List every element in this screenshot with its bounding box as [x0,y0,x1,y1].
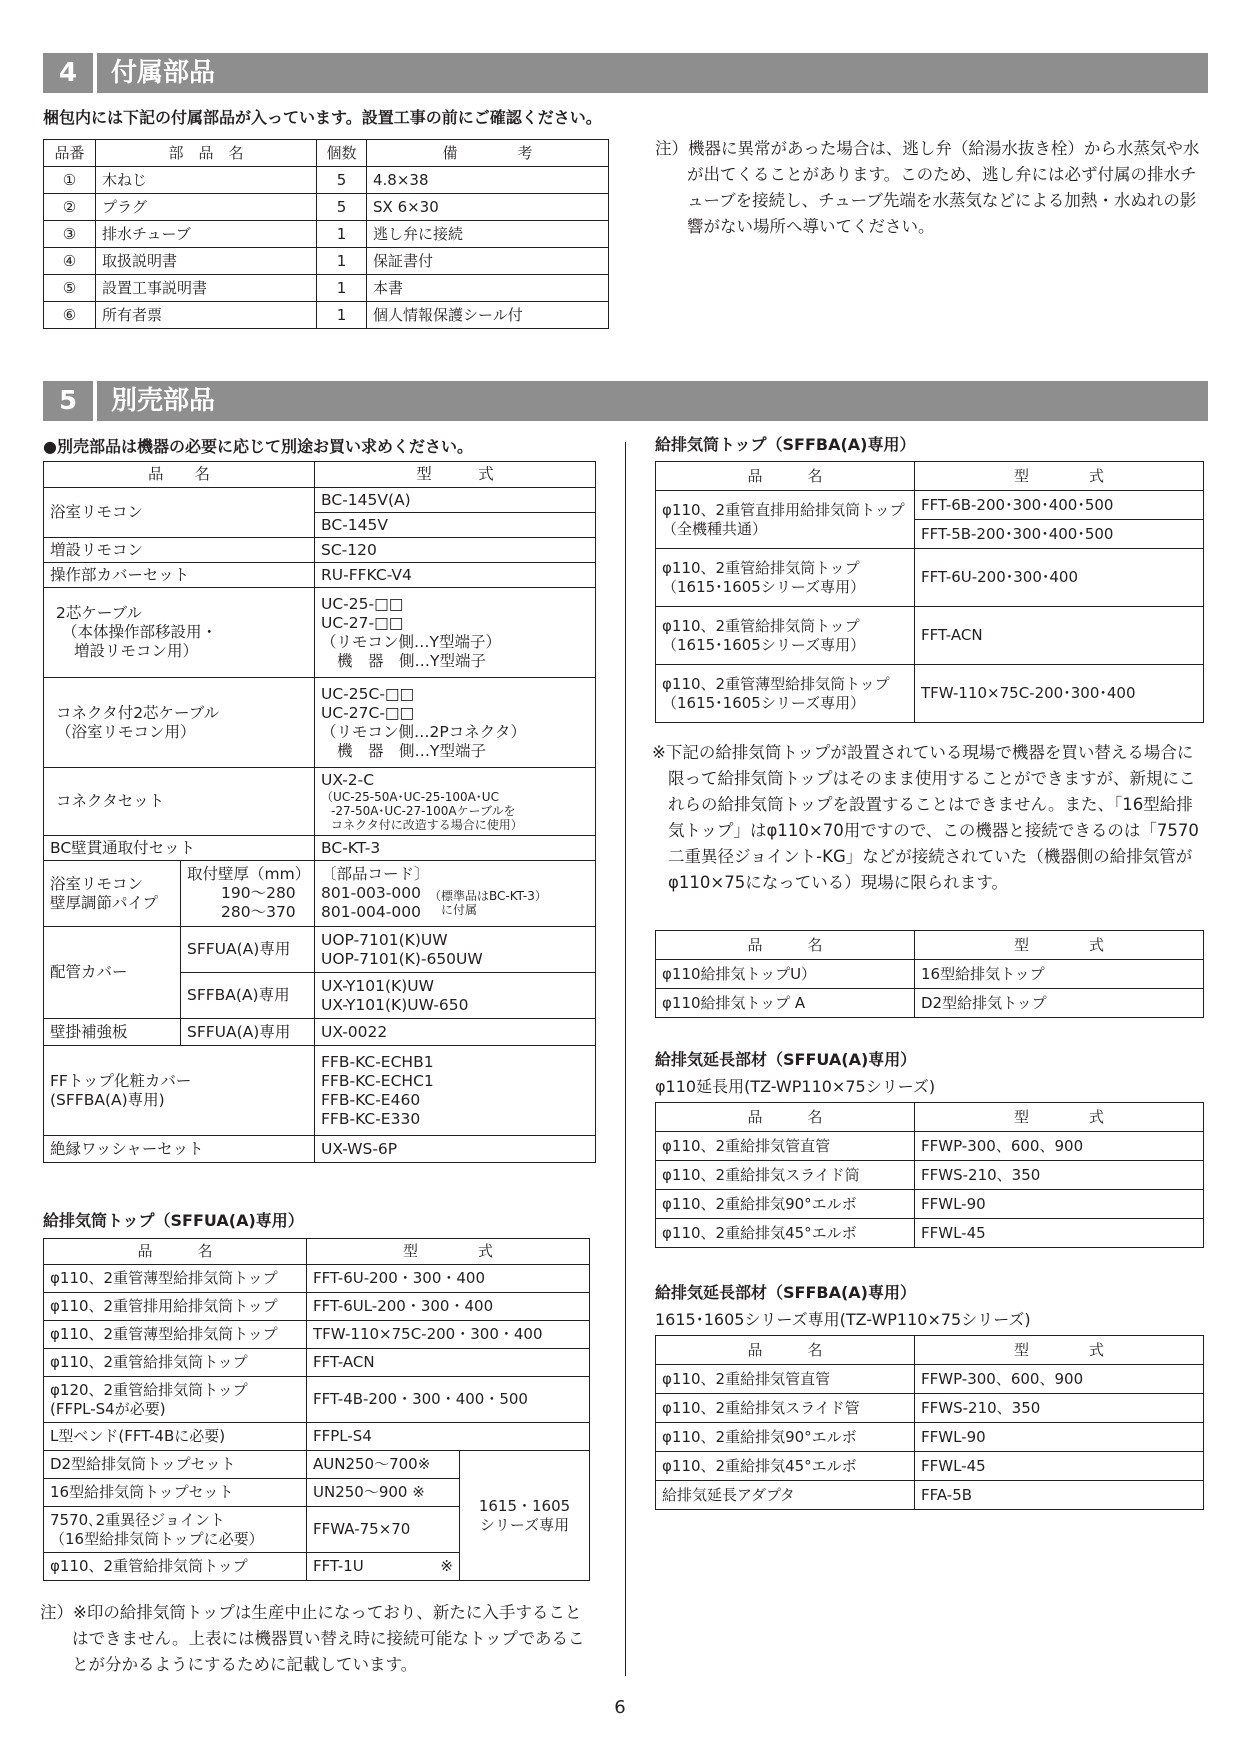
part-model: UX-Y101(K)UW UX-Y101(K)UW-650 [315,973,596,1019]
part-name: D2型給排気筒トップセット [44,1451,307,1479]
part-model: FFB-KC-ECHB1 FFB-KC-ECHC1 FFB-KC-E460 FFB-KC-E330 [315,1046,596,1136]
column-divider [625,442,626,1676]
part-name: φ110、2重給排気管直管 [656,1132,915,1161]
table-row [44,588,596,678]
table-row [44,221,609,248]
item-qty: 1 [317,248,367,275]
header-cell: 品番 [44,140,96,167]
part-model: FFT-5B-200･300･400･500 [915,520,1204,549]
part-name: φ110給排気トップ A [656,989,915,1018]
part-name: 給排気延長アダプタ [656,1481,915,1510]
table-row [44,678,596,768]
item-name: 設置工事説明書 [96,275,317,302]
header-cell: 品 名 [44,462,315,488]
page-number: 6 [614,1697,626,1718]
table-row [656,607,1204,665]
table-header-row [656,1336,1204,1365]
header-cell: 型 式 [915,931,1204,960]
table-row [44,302,609,329]
table-row [44,1136,596,1163]
part-model: FFWL-45 [915,1452,1204,1481]
ua-top-note: 注）※印の給排気筒トップは生産中止になっており、新たに入手することはできません。上表には機器買い替え時に接続可能なトップであることが分かるようにするために記載しています。 [40,1603,585,1674]
table-row [44,1019,596,1046]
item-number: ① [44,167,96,194]
table-header-row [656,931,1204,960]
part-model: FFWL-90 [915,1423,1204,1452]
header-cell: 品 名 [656,1103,915,1132]
table-row [656,989,1204,1018]
table-row [656,1365,1204,1394]
part-name: 壁掛補強板 [44,1019,181,1046]
table-row [44,1321,590,1349]
item-qty: 5 [317,167,367,194]
table-row [44,861,596,927]
part-model: FFWP-300、600、900 [915,1132,1204,1161]
table-row [656,1452,1204,1481]
part-model: TFW-110×75C-200・300・400 [307,1321,590,1349]
table-row [656,1423,1204,1452]
part-model: BC-KT-3 [315,836,596,861]
table-header-row [44,462,596,488]
part-model: SC-120 [315,538,596,563]
wall-thickness: 取付壁厚（mm） 190～280 280～370 [181,861,315,927]
part-name: コネクタ付2芯ケーブル （浴室リモコン用） [44,678,315,768]
section-5-lead: ●別売部品は機器の必要に応じて別途お買い求めください。 [43,437,473,456]
table-row [44,1349,590,1377]
part-name: φ110、2重給排気90°エルボ [656,1190,915,1219]
item-note: 4.8×38 [367,167,609,194]
table-row [656,1132,1204,1161]
section-4-note [655,136,1203,240]
part-model: FFT-6B-200･300･400･500 [915,491,1204,520]
header-cell: 型 式 [915,1336,1204,1365]
part-model: UX-0022 [315,1019,596,1046]
part-model: RU-FFKC-V4 [315,563,596,588]
part-model: FFWA-75×70 [307,1507,460,1553]
part-model: FFT-ACN [307,1349,590,1377]
header-cell: 型 式 [915,462,1204,491]
part-name: φ110、2重管薄型給排気筒トップ [44,1265,307,1293]
part-model: FFWL-45 [915,1219,1204,1248]
ua-ext-title: 給排気延長部材（SFFUA(A)専用） [655,1050,917,1069]
part-model: UC-25-□□ UC-27-□□ （リモコン側…Y型端子） 機 器 側…Y型端子 [315,588,596,678]
table-row [656,665,1204,723]
part-name: φ110、2重管給排気筒トップ （1615･1605シリーズ専用） [656,549,915,607]
header-cell: 品 名 [656,931,915,960]
table-row [656,1219,1204,1248]
part-name: FFトップ化粧カバー (SFFBA(A)専用) [44,1046,315,1136]
ba-top-title: 給排気筒トップ（SFFBA(A)専用） [655,435,916,454]
part-model: FFPL-S4 [307,1423,590,1451]
table-header-row [44,1239,590,1265]
table-row [656,491,1204,520]
part-name: φ110、2重管給排気筒トップ （1615･1605シリーズ専用） [656,607,915,665]
part-model: UX-2-C （UC-25-50A･UC-25-100A･UC -27-50A･UC-27-100Aケーブルを コネクタ付に改造する場合に使用） [315,768,596,836]
ua-ext-table [655,1102,1204,1248]
part-name: φ110給排気トップU） [656,960,915,989]
part-model: FFT-6U-200・300・400 [307,1265,590,1293]
part-name: 操作部カバーセット [44,563,315,588]
item-note: 本書 [367,275,609,302]
item-note: SX 6×30 [367,194,609,221]
part-name: φ110、2重管排用給排気筒トップ [44,1293,307,1321]
item-note: 逃し弁に接続 [367,221,609,248]
section-number: 4 [43,53,93,93]
table-row [44,275,609,302]
part-name: φ110、2重管直排用給排気筒トップ （全機種共通） [656,491,915,549]
section-title: 別売部品 [97,381,1208,421]
section-4-header [43,53,1208,93]
header-cell: 型 式 [915,1103,1204,1132]
item-qty: 1 [317,302,367,329]
part-model: FFT-6U-200･300･400 [915,549,1204,607]
part-name: φ110、2重給排気45°エルボ [656,1452,915,1481]
table-row [44,194,609,221]
part-model: FFT-ACN [915,607,1204,665]
item-name: 所有者票 [96,302,317,329]
part-name: 配管カバー [44,927,181,1019]
part-model: AUN250～700※ [307,1451,460,1479]
header-cell: 型 式 [315,462,596,488]
part-name: φ110、2重給排気スライド筒 [656,1161,915,1190]
legacy-top-table [655,930,1204,1018]
header-cell: 備 考 [367,140,609,167]
part-name: φ120、2重管給排気筒トップ (FFPL-S4が必要) [44,1377,307,1423]
series-note: 1615・1605 シリーズ専用 [460,1451,590,1581]
part-variant: SFFBA(A)専用 [181,973,315,1019]
table-row [656,1190,1204,1219]
part-name: 7570､2重異径ジョイント （16型給排気筒トップに必要） [44,1507,307,1553]
table-row [656,1161,1204,1190]
header-cell: 品 名 [656,462,915,491]
table-header-row [44,140,609,167]
part-model: FFWS-210、350 [915,1394,1204,1423]
table-header-row [656,462,1204,491]
part-model: UX-WS-6P [315,1136,596,1163]
table-header-row [656,1103,1204,1132]
header-cell: 型 式 [307,1239,590,1265]
section-title: 付属部品 [97,53,1208,93]
part-name: φ110、2重給排気管直管 [656,1365,915,1394]
part-name: φ110、2重給排気90°エルボ [656,1423,915,1452]
table-row [44,1423,590,1451]
ba-top-note: ※下記の給排気筒トップが設置されている現場で機器を買い替える場合に限って給排気筒トップはそのまま使用することができますが、新規にこれらの給排気筒トップを設置することはできません。また、「16型給排気トップ」はφ110×70用ですので、この機器と接続できるのは「7570二重異径ジョイント-KG」などが接続されていた（機器側の給排気管がφ110×75になっている）現場に限られます。 [652,743,1199,892]
table-row [44,167,609,194]
part-model: FFWP-300、600、900 [915,1365,1204,1394]
section-4-lead: 梱包内には下記の付属部品が入っています。設置工事の前にご確認ください。 [43,108,602,127]
table-row [656,549,1204,607]
part-variant: SFFUA(A)専用 [181,1019,315,1046]
item-number: ③ [44,221,96,248]
part-name: コネクタセット [44,768,315,836]
part-name: 増設リモコン [44,538,315,563]
note-text: 機器に異常があった場合は、逃し弁（給湯水抜き栓）から水蒸気や水が出てくることがあります。このため、逃し弁には必ず付属の排水チューブを接続し、チューブ先端を水蒸気などによる加熱・水ぬれの影響がない場所へ導いてください。 [687,139,1200,236]
item-number: ⑥ [44,302,96,329]
part-name: L型ベンド(FFT-4Bに必要) [44,1423,307,1451]
table-row [44,1451,590,1479]
part-model: TFW-110×75C-200･300･400 [915,665,1204,723]
table-row [656,960,1204,989]
ua-ext-subtitle: φ110延長用(TZ-WP110×75シリーズ) [655,1077,936,1096]
section-5-header [43,381,1208,421]
table-row [44,248,609,275]
item-number: ④ [44,248,96,275]
part-name: 浴室リモコン [44,488,315,538]
part-name: φ110、2重管薄型給排気筒トップ （1615･1605シリーズ専用） [656,665,915,723]
part-name: 絶縁ワッシャーセット [44,1136,315,1163]
table-row [44,563,596,588]
part-name: 2芯ケーブル （本体操作部移設用・ 増設リモコン用） [44,588,315,678]
table-row [656,1394,1204,1423]
header-cell: 個数 [317,140,367,167]
table-row [44,1293,590,1321]
table-row [44,768,596,836]
part-name: φ110、2重管給排気筒トップ [44,1553,307,1581]
optional-parts-table [43,461,596,1163]
item-name: プラグ [96,194,317,221]
part-name: BC壁貫通取付セット [44,836,315,861]
item-number: ⑤ [44,275,96,302]
part-name: φ110、2重給排気スライド管 [656,1394,915,1423]
table-row [656,1481,1204,1510]
part-model: UOP-7101(K)UW UOP-7101(K)-650UW [315,927,596,973]
item-name: 排水チューブ [96,221,317,248]
item-name: 取扱説明書 [96,248,317,275]
table-row [44,538,596,563]
ba-top-table [655,461,1204,723]
ba-ext-title: 給排気延長部材（SFFBA(A)専用） [655,1283,916,1302]
table-row [44,1046,596,1136]
part-model: BC-145V(A) [315,488,596,513]
ba-ext-table [655,1335,1204,1510]
part-model: UN250～900 ※ [307,1479,460,1507]
item-qty: 1 [317,221,367,248]
part-model: FFA-5B [915,1481,1204,1510]
item-qty: 1 [317,275,367,302]
part-variant: SFFUA(A)専用 [181,927,315,973]
part-name: φ110、2重管給排気筒トップ [44,1349,307,1377]
accessory-table [43,139,609,329]
section-number: 5 [43,381,93,421]
table-row [44,1377,590,1423]
part-model: BC-145V [315,513,596,538]
item-note: 保証書付 [367,248,609,275]
part-model: FFWS-210、350 [915,1161,1204,1190]
header-cell: 品 名 [44,1239,307,1265]
part-model: FFT-6UL-200・300・400 [307,1293,590,1321]
part-model: FFT-1U ※ [307,1553,460,1581]
item-note: 個人情報保護シール付 [367,302,609,329]
item-number: ② [44,194,96,221]
part-model: D2型給排気トップ [915,989,1204,1018]
table-row [44,1265,590,1293]
part-name: 浴室リモコン 壁厚調節パイプ [44,861,181,927]
part-code: 〔部品コード〕 801-003-000 801-004-000 （標準品はBC-KT-3） に付属 [315,861,596,927]
header-cell: 品 名 [656,1336,915,1365]
ua-top-title: 給排気筒トップ（SFFUA(A)専用） [43,1211,304,1230]
part-name: φ110、2重給排気45°エルボ [656,1219,915,1248]
part-model: FFWL-90 [915,1190,1204,1219]
table-row [44,836,596,861]
ua-top-table [43,1238,590,1581]
part-model: UC-25C-□□ UC-27C-□□ （リモコン側…2Pコネクタ） 機 器 側…Y型端子 [315,678,596,768]
part-model: 16型給排気トップ [915,960,1204,989]
part-name: 16型給排気筒トップセット [44,1479,307,1507]
item-qty: 5 [317,194,367,221]
table-row [44,488,596,513]
ba-ext-subtitle: 1615･1605シリーズ専用(TZ-WP110×75シリーズ) [655,1310,1031,1329]
note-label: 注） [655,139,688,158]
item-name: 木ねじ [96,167,317,194]
part-model: FFT-4B-200・300・400・500 [307,1377,590,1423]
part-name: φ110、2重管薄型給排気筒トップ [44,1321,307,1349]
table-row [44,927,596,973]
header-cell: 部 品 名 [96,140,317,167]
